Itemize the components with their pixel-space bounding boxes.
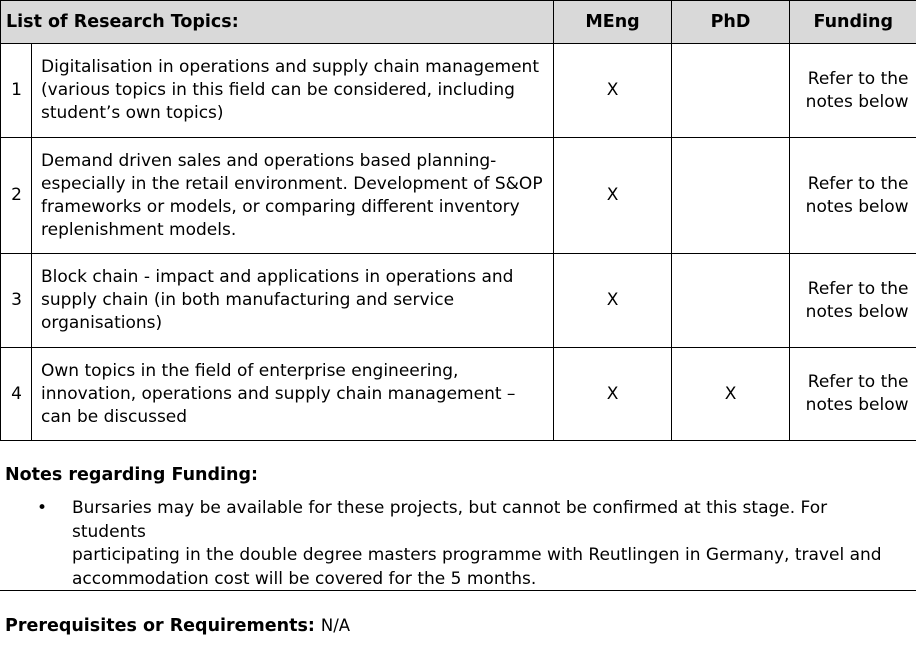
topic-number: 2 (1, 138, 32, 254)
table-row (1, 44, 916, 138)
note-line: Bursaries may be available for these projects, but cannot be confirmed at this stage. For students (72, 498, 828, 542)
funding-line: notes below (805, 91, 909, 112)
topic-description (32, 348, 554, 441)
header-meng: MEng (554, 1, 672, 44)
topic-description (32, 44, 554, 138)
topic-line: especially in the retail environment. Development of S&OP (41, 173, 543, 194)
topic-number: 1 (1, 44, 32, 138)
phd-mark (672, 44, 790, 138)
list-item (35, 497, 905, 591)
note-line: participating in the double degree masters programme with Reutlingen in Germany, travel and (72, 545, 882, 565)
meng-mark: X (554, 138, 672, 254)
topic-line: Block chain - impact and applications in operations and (41, 267, 514, 287)
funding-line: notes below (805, 395, 909, 415)
notes-heading: Notes regarding Funding: (5, 465, 258, 485)
prerequisites-label: Prerequisites or Requirements: (5, 616, 315, 636)
prerequisites-line (5, 614, 350, 638)
phd-mark (672, 254, 790, 348)
table-row (1, 254, 916, 348)
topic-line: student’s own topics) (41, 103, 224, 123)
header-research-topics: List of Research Topics: (1, 1, 554, 44)
funding-note (790, 348, 916, 441)
topic-line: frameworks or models, or comparing different inventory (41, 196, 520, 217)
topic-line: Own topics in the field of enterprise engineering, (41, 360, 459, 381)
topic-line: organisations) (41, 313, 163, 333)
topic-description (32, 138, 554, 254)
funding-note (790, 44, 916, 138)
meng-mark: X (554, 348, 672, 441)
topic-line: (various topics in this field can be considered, including (41, 80, 515, 100)
section-divider (0, 590, 916, 591)
topic-line: can be discussed (41, 406, 188, 427)
phd-mark: X (672, 348, 790, 441)
funding-line: Refer to the (807, 372, 909, 392)
table-header-row (1, 1, 916, 44)
note-line: accommodation cost will be covered for the 5 months. (72, 568, 537, 589)
funding-line: Refer to the (807, 278, 909, 299)
table-row (1, 348, 916, 441)
phd-mark (672, 138, 790, 254)
funding-line: notes below (805, 196, 909, 217)
header-phd: PhD (672, 1, 790, 44)
meng-mark: X (554, 254, 672, 348)
table-row (1, 138, 916, 254)
bullet-icon: • (37, 498, 48, 518)
funding-note (790, 254, 916, 348)
funding-line: Refer to the (807, 173, 909, 194)
topic-line: supply chain (in both manufacturing and service (41, 290, 455, 310)
funding-line: Refer to the (807, 68, 909, 89)
meng-mark: X (554, 44, 672, 138)
funding-line: notes below (805, 301, 909, 322)
topic-line: Demand driven sales and operations based planning- (41, 150, 497, 171)
topic-line: innovation, operations and supply chain management – (41, 383, 516, 404)
topic-number: 4 (1, 348, 32, 441)
funding-note (790, 138, 916, 254)
topic-number: 3 (1, 254, 32, 348)
prerequisites-value: N/A (320, 616, 351, 635)
topic-description (32, 254, 554, 348)
header-funding: Funding (790, 1, 916, 44)
topic-line: Digitalisation in operations and supply chain management (41, 57, 539, 77)
topic-line: replenishment models. (41, 219, 237, 240)
notes-list (35, 497, 905, 591)
